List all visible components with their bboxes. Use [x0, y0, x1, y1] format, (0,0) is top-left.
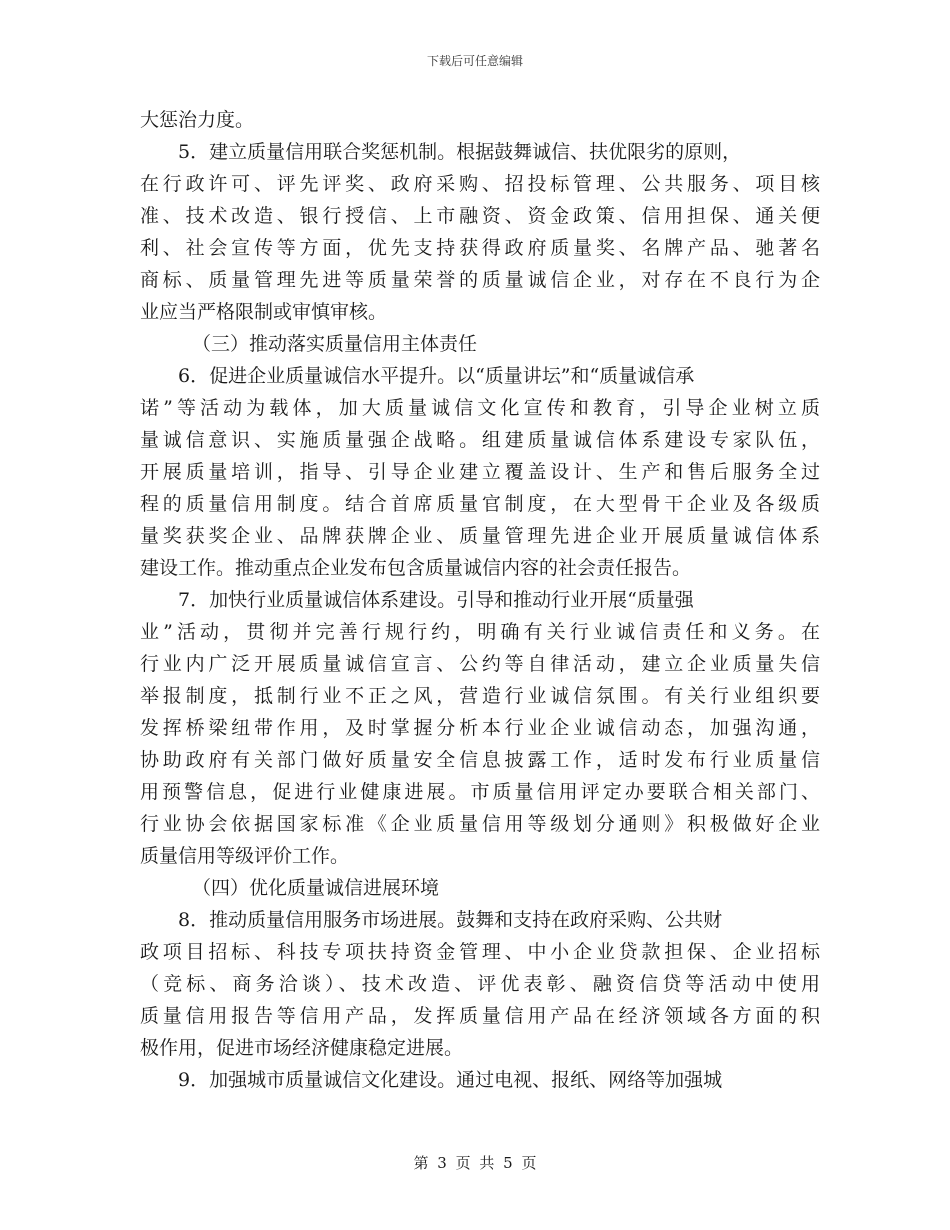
section-heading: （三）推动落实质量信用主体责任	[192, 333, 478, 355]
paragraph-line: 政项目招标、科技专项扶持资金管理、中小企业贷款担保、企业招标	[140, 941, 820, 963]
section-heading: （四）优化质量诚信进展环境	[192, 877, 440, 899]
paragraph-line: 协助政府有关部门做好质量安全信息披露工作，适时发布行业质量信	[140, 749, 820, 771]
paragraph-line: 行业内广泛开展质量诚信宣言、公约等自律活动，建立企业质量失信	[140, 653, 820, 675]
paragraph-line: 商标、质量管理先进等质量荣誉的质量诚信企业，对存在不良行为企	[140, 269, 820, 291]
paragraph-line: 8．推动质量信用服务市场进展。鼓舞和支持在政府采购、公共财	[178, 909, 723, 931]
paragraph-line: 大惩治力度。	[140, 109, 255, 131]
paragraph-line: 发挥桥梁纽带作用，及时掌握分析本行业企业诚信动态，加强沟通，	[140, 717, 820, 739]
paragraph-line: 行业协会依据国家标准《企业质量信用等级划分通则》积极做好企业	[140, 813, 820, 835]
paragraph-line: 业”活动，贯彻并完善行规行约，明确有关行业诚信责任和义务。在	[140, 621, 820, 643]
paragraph-line: 建设工作。推动重点企业发布包含质量诚信内容的社会责任报告。	[140, 557, 692, 579]
paragraph-line: 9．加强城市质量诚信文化建设。通过电视、报纸、网络等加强城	[178, 1069, 723, 1091]
paragraph-line: 质量信用等级评价工作。	[140, 845, 350, 867]
paragraph-line: 举报制度，抵制行业不正之风，营造行业诚信氛围。有关行业组织要	[140, 685, 820, 707]
document-body	[140, 104, 820, 1096]
paragraph-line: 用预警信息，促进行业健康进展。市质量信用评定办要联合相关部门、	[140, 781, 820, 803]
paragraph-line: 诺”等活动为载体，加大质量诚信文化宣传和教育，引导企业树立质	[140, 397, 820, 419]
page-number: 第 3 页 共 5 页	[413, 1154, 537, 1172]
paragraph-line: 准、技术改造、银行授信、上市融资、资金政策、信用担保、通关便	[140, 205, 820, 227]
page-header: 下载后可任意编辑	[426, 54, 523, 68]
paragraph-line: 在行政许可、评先评奖、政府采购、招投标管理、公共服务、项目核	[140, 173, 820, 195]
paragraph-line: 业应当严格限制或审慎审核。	[140, 301, 388, 323]
paragraph-line: 利、社会宣传等方面，优先支持获得政府质量奖、名牌产品、驰著名	[140, 237, 820, 259]
paragraph-line: 6．促进企业质量诚信水平提升。以“质量讲坛”和“质量诚信承	[178, 365, 695, 387]
paragraph-line: 开展质量培训，指导、引导企业建立覆盖设计、生产和售后服务全过	[140, 461, 820, 483]
paragraph-line: 质量信用报告等信用产品，发挥质量信用产品在经济领域各方面的积	[140, 1005, 820, 1027]
paragraph-line: 程的质量信用制度。结合首席质量官制度，在大型骨干企业及各级质	[140, 493, 820, 515]
paragraph-line: 极作用，促进市场经济健康稳定进展。	[140, 1037, 464, 1059]
paragraph-line: 5．建立质量信用联合奖惩机制。根据鼓舞诚信、扶优限劣的原则，	[178, 141, 742, 163]
paragraph-line: （竞标、商务洽谈）、技术改造、评优表彰、融资信贷等活动中使用	[140, 973, 820, 995]
paragraph-line: 量诚信意识、实施质量强企战略。组建质量诚信体系建设专家队伍，	[140, 429, 820, 451]
paragraph-line: 7．加快行业质量诚信体系建设。引导和推动行业开展“质量强	[178, 589, 694, 611]
paragraph-line: 量奖获奖企业、品牌获牌企业、质量管理先进企业开展质量诚信体系	[140, 525, 820, 547]
